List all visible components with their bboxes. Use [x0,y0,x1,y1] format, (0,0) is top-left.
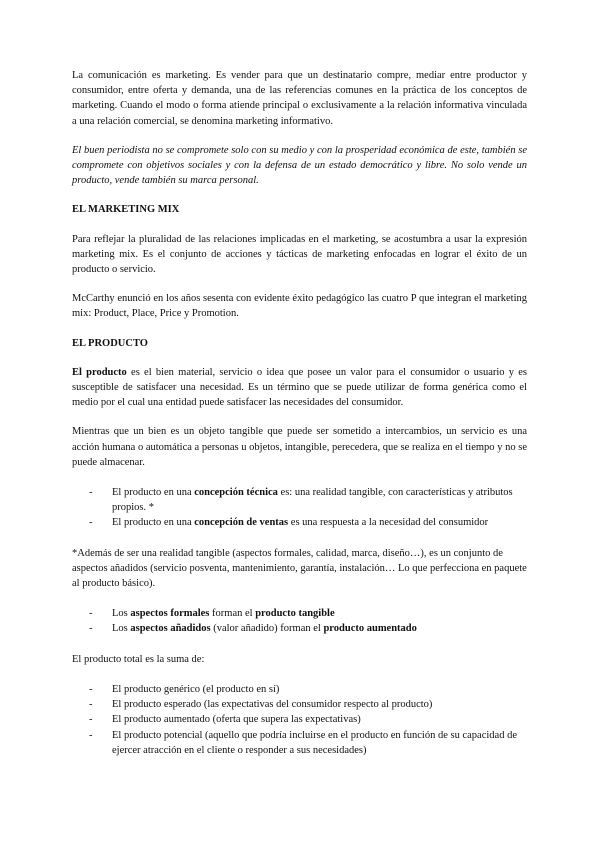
paragraph-producto-definition [72,365,527,411]
list-item: - Los aspectos añadidos (valor añadido) forman el producto aumentado [72,621,527,636]
list-aspectos [72,606,527,636]
term-el-producto: El producto [72,366,127,378]
list-producto-total [72,682,527,758]
list-dash: - [89,517,93,529]
list-item: - El producto en una concepción técnica es: una realidad tangible, con características y atributos propios. * [89,487,513,514]
list-dash: - [89,623,93,635]
paragraph-communication: La comunicación es marketing. Es vender para que un destinatario compre, mediar entre productor y consumidor, entre oferta y demanda, una de las referencias comunes en la práctica de los conceptos de marketing. Cuando el modo o forma atiende principal o exclusivamente a la relación informativa vinculada a una relación comercial, se denomina marketing informativo. [72,70,527,127]
heading-producto: EL PRODUCTO [72,337,148,349]
paragraph-marketing-mix: Para reflejar la pluralidad de las relaciones implicadas en el marketing, se acostumbra a usar la expresión marketing mix. Es el conjunto de acciones y tácticas de marketing enfocadas en lograr el éxito de un producto o servicio. [72,233,527,276]
list-item: - El producto genérico (el producto en sí) [72,682,527,697]
list-dash: - [89,714,93,726]
list-concepciones [72,485,527,531]
document-page [72,68,527,758]
paragraph-producto-total: El producto total es la suma de: [72,653,205,665]
paragraph-journalist: El buen periodista no se compromete solo con su medio y con la prosperidad económica de este, también se compromete con objetivos sociales y con la defensa de un estado democrático y libre. No solo vende un producto, vende también su marca personal. [72,144,527,187]
list-dash: - [89,699,93,711]
list-item: - Los aspectos formales forman el producto tangible [72,606,527,621]
list-item: - El producto esperado (las expectativas del consumidor respecto al producto) [72,697,527,712]
paragraph-bien-servicio: Mientras que un bien es un objeto tangible que puede ser sometido a intercambios, un servicio es una acción humana o automática a personas u objetos, intangible, perecedera, que se realiza en el tiempo y no se puede almacenar. [72,426,527,468]
list-dash: - [89,729,93,741]
paragraph-mccarthy: McCarthy enunció en los años sesenta con evidente éxito pedagógico las cuatro P que integran el marketing mix: Product, Place, Price y Promotion. [72,293,527,320]
list-item: - El producto aumentado (oferta que supera las expectativas) [72,712,527,727]
heading-marketing-mix: EL MARKETING MIX [72,204,180,216]
list-item: - El producto en una concepción de ventas es una respuesta a la necesidad del consumidor [72,515,527,530]
list-dash: - [89,487,93,499]
list-dash: - [89,608,93,620]
list-dash: - [89,683,93,695]
definition-text: es el bien material, servicio o idea que posee un valor para el consumidor o usuario y es susceptible de satisfacer una necesidad. Es un término que se puede utilizar de forma genérica como el medio por el cual una entidad puede satisfacer las necesidades del consumidor. [72,366,527,409]
paragraph-footnote: *Además de ser una realidad tangible (aspectos formales, calidad, marca, diseño…), es un conjunto de aspectos añadidos (servicio posventa, mantenimiento, garantía, instalación… Lo que perfecciona en paquete al producto básico). [72,547,527,590]
list-item: - El producto potencial (aquello que podría incluirse en el producto en función de su capacidad de ejercer atracción en el cliente o responder a sus necesidades) [89,729,517,756]
